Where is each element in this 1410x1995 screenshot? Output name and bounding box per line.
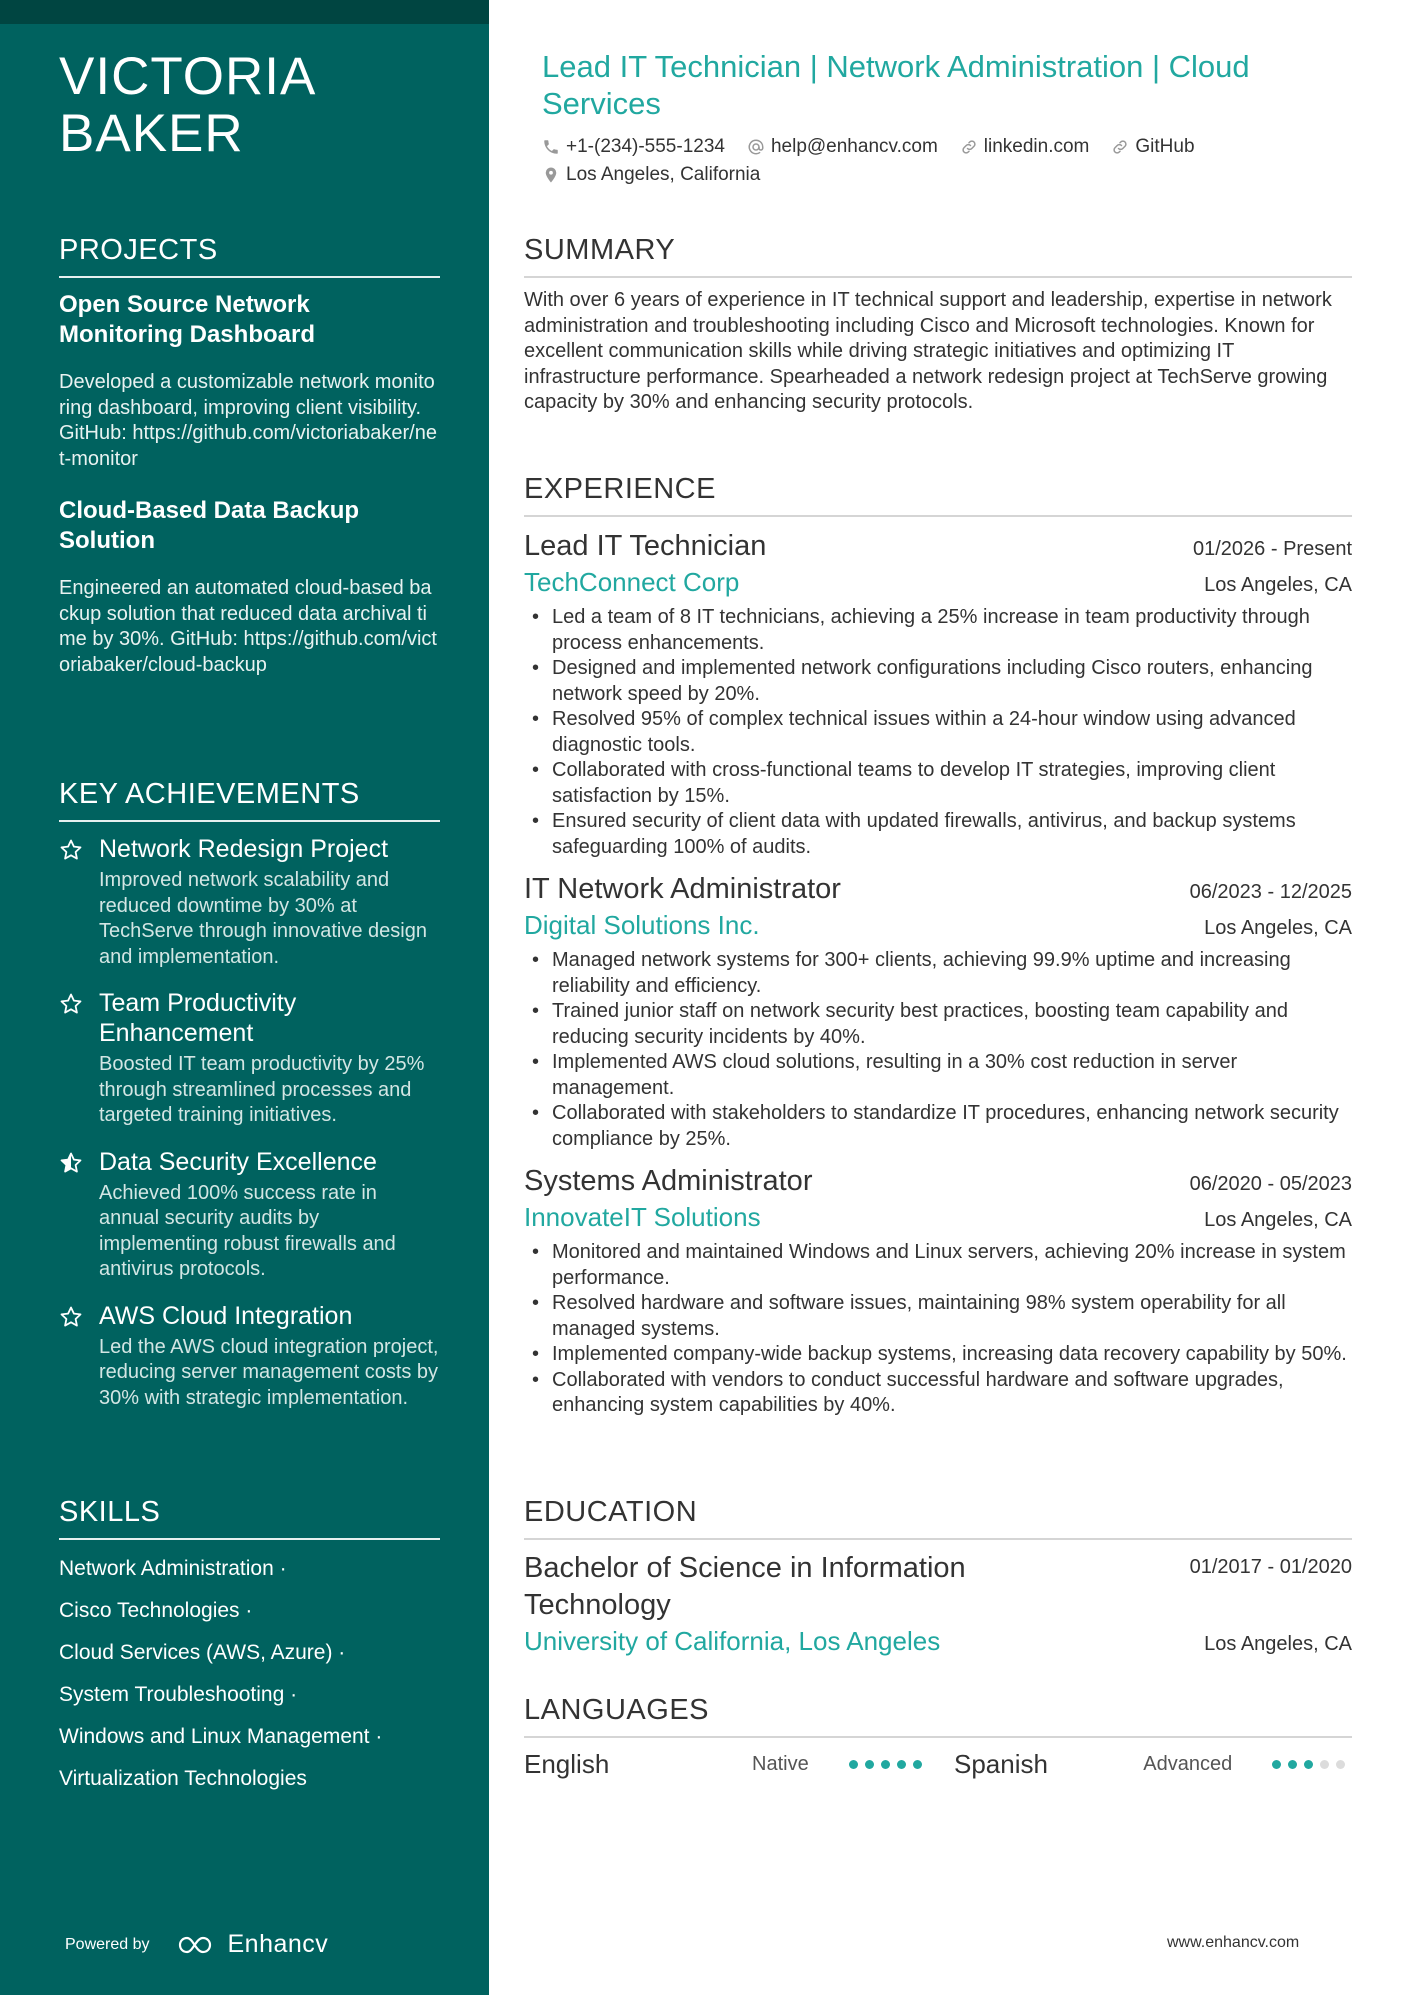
skill-item: Windows and Linux Management · bbox=[59, 1725, 383, 1748]
powered-by bbox=[65, 1930, 328, 1959]
at-icon bbox=[747, 138, 765, 156]
proficiency-dot-filled bbox=[1304, 1760, 1313, 1769]
job-bullets bbox=[524, 948, 1352, 1152]
candidate-name bbox=[59, 48, 316, 162]
powered-by-label: Powered by bbox=[65, 1935, 150, 1953]
proficiency-dot-filled bbox=[881, 1760, 890, 1769]
email-contact[interactable] bbox=[747, 136, 938, 158]
skill-item: Virtualization Technologies bbox=[59, 1767, 307, 1790]
linkedin-contact[interactable] bbox=[960, 136, 1090, 158]
skill-item: Cisco Technologies · bbox=[59, 1599, 253, 1622]
education-section bbox=[524, 1494, 1352, 1658]
language-level: Advanced bbox=[1143, 1752, 1233, 1775]
job-location: Los Angeles, CA bbox=[1204, 574, 1352, 596]
language-item bbox=[524, 1749, 954, 1780]
achievement-item bbox=[59, 1147, 440, 1283]
bullet-item: • Resolved 95% of complex technical issues within a 24-hour window using advanced diagnostic tools. bbox=[524, 707, 1352, 758]
sidebar-top-bar bbox=[0, 0, 489, 24]
language-level: Native bbox=[752, 1752, 809, 1775]
github-contact[interactable] bbox=[1111, 136, 1194, 158]
achievement-title: Data Security Excellence bbox=[99, 1147, 377, 1176]
languages-row bbox=[524, 1746, 1352, 1782]
language-name: English bbox=[524, 1748, 610, 1779]
job-location: Los Angeles, CA bbox=[1204, 917, 1352, 939]
language-proficiency-dots bbox=[849, 1760, 929, 1769]
achievement-description: Led the AWS cloud integration project, reducing server management costs by 30% with strategic implementation. bbox=[99, 1335, 439, 1409]
sidebar bbox=[0, 0, 489, 1995]
proficiency-dot-filled bbox=[1288, 1760, 1297, 1769]
education-entry bbox=[524, 1550, 1352, 1658]
job-company: InnovateIT Solutions bbox=[524, 1202, 761, 1232]
job-entry bbox=[524, 527, 1352, 860]
proficiency-dot-filled bbox=[913, 1760, 922, 1769]
bullet-item: • Collaborated with vendors to conduct successful hardware and software upgrades, enhancing system capabilities by 40%. bbox=[524, 1368, 1352, 1419]
proficiency-dot-filled bbox=[865, 1760, 874, 1769]
experience-section bbox=[524, 471, 1352, 1419]
languages-heading: LANGUAGES bbox=[524, 1692, 1352, 1738]
projects-section bbox=[59, 232, 440, 678]
project-title: Cloud-Based Data Backup Solution bbox=[59, 497, 360, 554]
star-outline-icon bbox=[59, 1305, 83, 1329]
summary-heading: SUMMARY bbox=[524, 232, 1352, 278]
location-pin-icon bbox=[542, 166, 560, 184]
name-first: VICTORIA bbox=[59, 47, 317, 106]
enhancv-logo-icon bbox=[176, 1934, 220, 1956]
project-description: Engineered an automated cloud-based backup solution that reduced data archival time by 30%. GitHub: https://github.com/victoriabaker/cloud-backup bbox=[59, 577, 437, 676]
job-title: IT Network Administrator bbox=[524, 873, 841, 905]
name-last: BAKER bbox=[59, 104, 244, 163]
proficiency-dot-empty bbox=[1336, 1760, 1345, 1769]
job-company: Digital Solutions Inc. bbox=[524, 910, 760, 940]
bullet-item: • Designed and implemented network configurations including Cisco routers, enhancing network speed by 20%. bbox=[524, 656, 1352, 707]
education-heading: EDUCATION bbox=[524, 1494, 1352, 1540]
achievements-section bbox=[59, 776, 440, 1411]
bullet-item: • Trained junior staff on network security best practices, boosting team capability and reducing security incidents by 40%. bbox=[524, 999, 1352, 1050]
contact-info bbox=[542, 134, 1342, 190]
bullet-item: • Led a team of 8 IT technicians, achieving a 25% increase in team productivity through process enhancements. bbox=[524, 605, 1352, 656]
phone-text: +1-(234)-555-1234 bbox=[566, 136, 725, 157]
proficiency-dot-empty bbox=[1320, 1760, 1329, 1769]
job-entry bbox=[524, 870, 1352, 1152]
star-outline-icon bbox=[59, 992, 83, 1016]
bullet-item: • Managed network systems for 300+ clients, achieving 99.9% uptime and increasing reliability and efficiency. bbox=[524, 948, 1352, 999]
job-bullets bbox=[524, 605, 1352, 860]
skill-item: Cloud Services (AWS, Azure) · bbox=[59, 1641, 346, 1664]
project-item bbox=[59, 290, 440, 472]
job-bullets bbox=[524, 1240, 1352, 1419]
bullet-item: • Implemented company-wide backup systems, increasing data recovery capability by 50%. bbox=[524, 1342, 1352, 1368]
experience-heading: EXPERIENCE bbox=[524, 471, 1352, 517]
job-dates: 01/2026 - Present bbox=[1193, 538, 1352, 560]
link-icon bbox=[1111, 138, 1129, 156]
achievements-heading: KEY ACHIEVEMENTS bbox=[59, 776, 440, 822]
brand-name: Enhancv bbox=[227, 1930, 329, 1958]
bullet-item: • Resolved hardware and software issues, maintaining 98% system operability for all managed systems. bbox=[524, 1291, 1352, 1342]
proficiency-dot-filled bbox=[897, 1760, 906, 1769]
achievement-item bbox=[59, 834, 440, 970]
email-text: help@enhancv.com bbox=[770, 136, 938, 157]
language-proficiency-dots bbox=[1272, 1760, 1352, 1769]
projects-heading: PROJECTS bbox=[59, 232, 440, 278]
job-dates: 06/2023 - 12/2025 bbox=[1189, 881, 1352, 903]
school-location: Los Angeles, CA bbox=[1204, 1633, 1352, 1655]
achievement-title: AWS Cloud Integration bbox=[99, 1301, 353, 1330]
education-dates: 01/2017 - 01/2020 bbox=[1189, 1556, 1352, 1578]
job-entry bbox=[524, 1162, 1352, 1419]
achievement-item bbox=[59, 1301, 440, 1412]
star-outline-icon bbox=[59, 838, 83, 862]
achievement-title: Team Productivity Enhancement bbox=[99, 989, 297, 1047]
school-name: University of California, Los Angeles bbox=[524, 1626, 941, 1656]
github-text: GitHub bbox=[1135, 136, 1195, 157]
project-description: Developed a customizable network monitoring dashboard, improving client visibility. GitHub: https://github.com/victoriabaker/net-monitor bbox=[59, 371, 437, 470]
proficiency-dot-filled bbox=[1272, 1760, 1281, 1769]
achievement-title: Network Redesign Project bbox=[99, 835, 389, 863]
languages-section bbox=[524, 1692, 1352, 1782]
location-contact bbox=[542, 164, 760, 186]
phone-contact[interactable] bbox=[542, 136, 725, 158]
link-icon bbox=[960, 138, 978, 156]
language-name: Spanish bbox=[954, 1748, 1048, 1779]
bullet-item: • Ensured security of client data with updated firewalls, antivirus, and backup systems safeguarding 100% of audits. bbox=[524, 809, 1352, 860]
summary-section bbox=[524, 232, 1352, 416]
project-item bbox=[59, 496, 440, 678]
skills-heading: SKILLS bbox=[59, 1494, 440, 1540]
achievement-description: Boosted IT team productivity by 25% through streamlined processes and targeted training initiatives. bbox=[99, 1053, 425, 1126]
bullet-item: • Implemented AWS cloud solutions, resulting in a 30% cost reduction in server management. bbox=[524, 1050, 1352, 1101]
bullet-item: • Collaborated with cross-functional teams to develop IT strategies, improving client satisfaction by 15%. bbox=[524, 758, 1352, 809]
job-title: Systems Administrator bbox=[524, 1165, 813, 1197]
summary-text: With over 6 years of experience in IT technical support and leadership, expertise in network administration and troubleshooting including Cisco and Microsoft technologies. Known for excellent communication skills while driving strategic initiatives and optimizing IT infrastructure performance. Spearheaded a network redesign project at TechServe growing capacity by 30% and enhancing security protocols. bbox=[524, 289, 1332, 413]
project-title: Open Source Network Monitoring Dashboard bbox=[59, 291, 315, 348]
job-company: TechConnect Corp bbox=[524, 567, 740, 597]
skill-item: System Troubleshooting · bbox=[59, 1683, 298, 1706]
star-half-icon bbox=[59, 1151, 83, 1175]
job-title: Lead IT Technician bbox=[524, 530, 767, 562]
achievement-description: Improved network scalability and reduced downtime by 30% at TechServe through innovative design and implementation. bbox=[99, 869, 427, 968]
bullet-item: • Monitored and maintained Windows and Linux servers, achieving 20% increase in system performance. bbox=[524, 1240, 1352, 1291]
headline: Lead IT Technician | Network Administration | Cloud Services bbox=[542, 49, 1250, 121]
skills-section bbox=[59, 1494, 440, 1792]
job-location: Los Angeles, CA bbox=[1204, 1209, 1352, 1231]
skill-item: Network Administration · bbox=[59, 1557, 287, 1580]
achievement-description: Achieved 100% success rate in annual security audits by implementing robust firewalls and antivirus protocols. bbox=[99, 1181, 396, 1280]
footer-url[interactable]: www.enhancv.com bbox=[1167, 1934, 1300, 1951]
degree-title: Bachelor of Science in Information Technology bbox=[524, 1552, 966, 1621]
job-dates: 06/2020 - 05/2023 bbox=[1189, 1173, 1352, 1195]
achievement-item bbox=[59, 988, 440, 1129]
language-item bbox=[954, 1749, 1352, 1780]
phone-icon bbox=[542, 138, 560, 156]
proficiency-dot-filled bbox=[849, 1760, 858, 1769]
linkedin-text: linkedin.com bbox=[983, 136, 1090, 157]
bullet-item: • Collaborated with stakeholders to standardize IT procedures, enhancing network security compliance by 25%. bbox=[524, 1101, 1352, 1152]
location-text: Los Angeles, California bbox=[566, 164, 761, 185]
